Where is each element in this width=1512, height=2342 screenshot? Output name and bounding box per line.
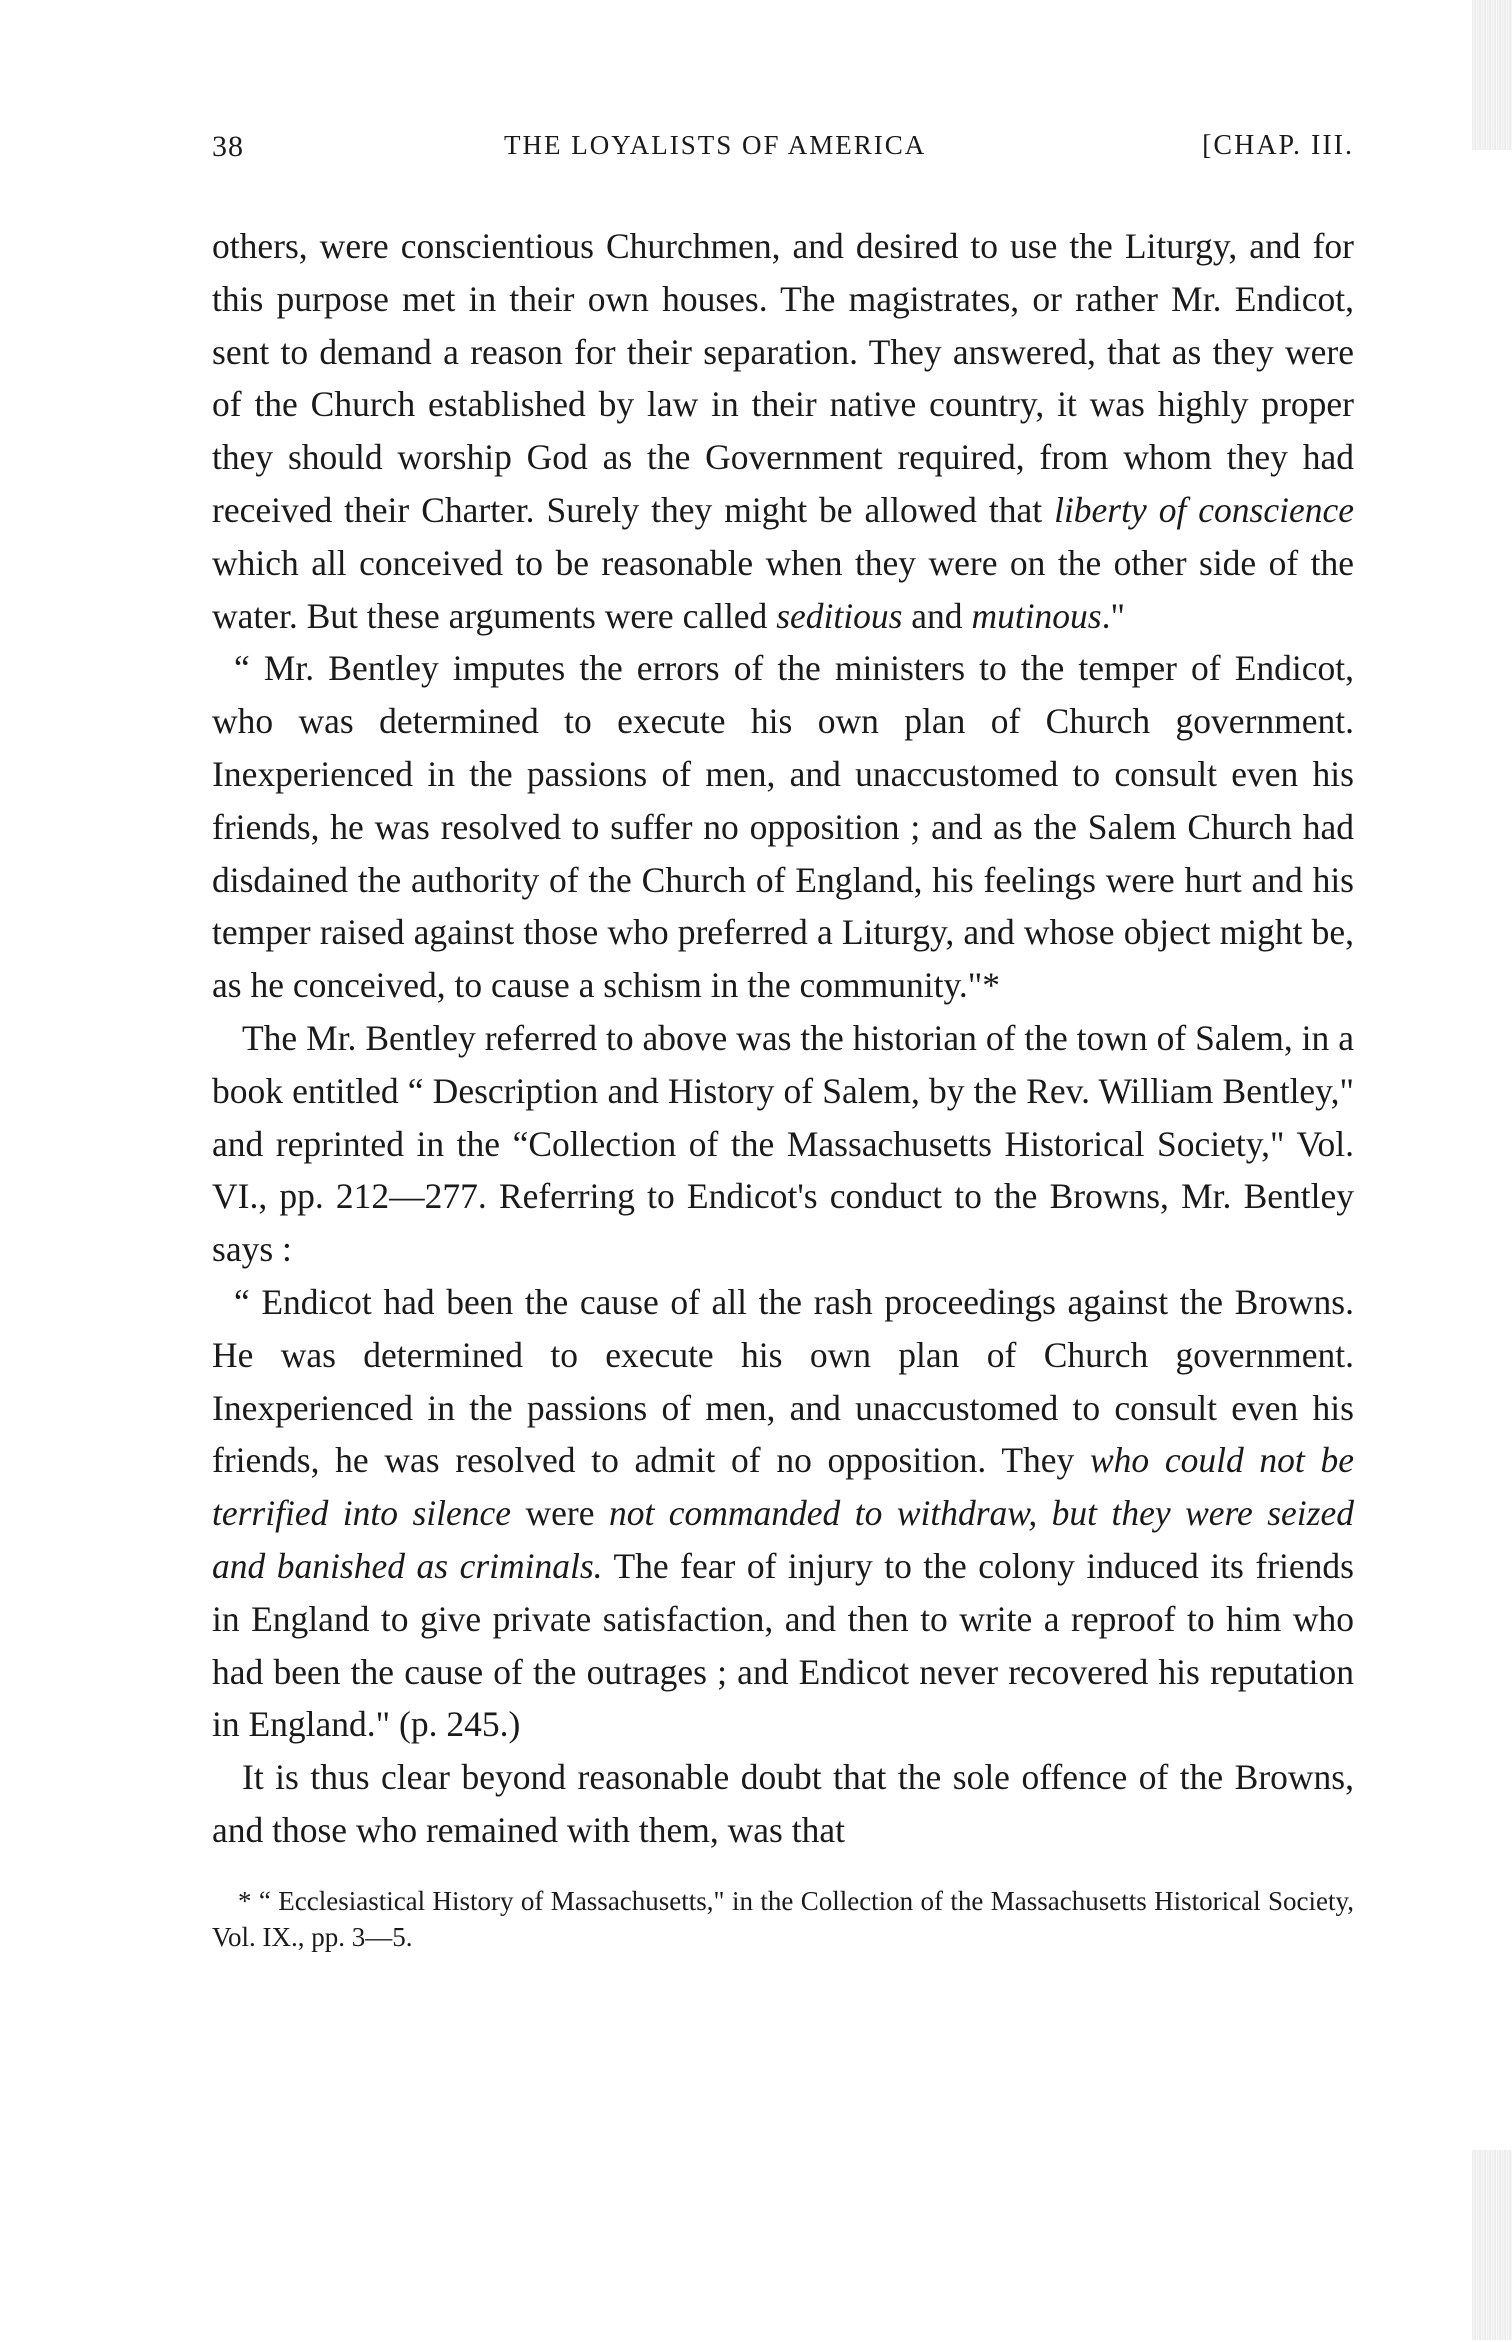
text-segment: which all conceived to be reasonable when they were on the other side of the water. But these arguments were called (212, 542, 1354, 636)
footnote (212, 1883, 1354, 1955)
text-segment: The Mr. Bentley referred to above was the historian of the town of Salem, in a book entitled “ Description and History of Salem, by the Rev. William Bentley," and reprinted in the “Collection of the Massachusetts Historical Society," Vol. VI., pp. 212—277. Referring to Endicot's conduct to the Browns, Mr. Bentley says : (212, 1017, 1354, 1270)
footnote-text: * “ Ecclesiastical History of Massachusetts," in the Collection of the Massachusetts Historical Society, Vol. IX., pp. 3—5. (212, 1885, 1354, 1952)
text-segment: It is thus clear beyond reasonable doubt that the sole offence of the Browns, and those who remained with them, was that (212, 1757, 1354, 1850)
paragraph-3 (212, 1012, 1354, 1276)
text-segment: others, were conscientious Churchmen, and desired to use the Liturgy, and for this purpose met in their own houses. The magistrates, or rather Mr. Endicot, sent to demand a reason for their separation. They answered, that as they were of the Church established by law in their native country, it was highly proper they should worship God as the Government required, from whom they had received their Charter. Surely they might be allowed that (212, 226, 1354, 530)
italic-phrase: not commanded to withdraw, but they were seized and banished as criminals. (212, 1493, 1354, 1586)
paragraph-1 (212, 220, 1354, 642)
text-segment: and (902, 595, 972, 636)
running-head (212, 130, 1354, 176)
text-segment: The fear of injury to the colony induced its friends in England to give private satisfaction, and then to write a reproof to him who had been the cause of the outrages ; and Endicot never recovered his reputation in England." (p. 245.) (212, 1545, 1354, 1745)
text-segment: were (511, 1493, 609, 1534)
italic-word-mutinous: mutinous (971, 595, 1102, 636)
italic-word-seditious: seditious (776, 595, 903, 636)
paragraph-5 (212, 1751, 1354, 1857)
paragraph-2 (212, 642, 1354, 1012)
page-number: 38 (212, 130, 244, 163)
page-content (212, 130, 1354, 1955)
body-text (212, 220, 1354, 1857)
text-segment: ." (1101, 595, 1125, 636)
scan-edge-artifact (1472, 0, 1512, 150)
scan-edge-artifact (1472, 2150, 1512, 2340)
italic-phrase: who could not be terrified into silence (212, 1440, 1355, 1534)
text-segment: “ Mr. Bentley imputes the errors of the ministers to the temper of Endicot, who was determined to execute his own plan of Church government. Inexperienced in the passions of men, and unaccustomed to consult even his friends, he was resolved to suffer no opposition ; and as the Salem Church had disdained the authority of the Church of England, his feelings were hurt and his temper raised against those who preferred a Liturgy, and whose object might be, as he conceived, to cause a schism in the community."* (212, 648, 1354, 1006)
text-segment: “ Endicot had been the cause of all the rash proceedings against the Browns. He was determined to execute his own plan of Church government. Inexperienced in the passions of men, and unaccustomed to consult even his friends, he was resolved to admit of no opposition. They (212, 1281, 1354, 1481)
book-title: THE LOYALISTS OF AMERICA (504, 130, 927, 160)
italic-phrase-liberty-of-conscience: liberty of conscience (1054, 489, 1354, 530)
chapter-label: [CHAP. III. (1202, 130, 1354, 161)
paragraph-4 (212, 1276, 1354, 1751)
